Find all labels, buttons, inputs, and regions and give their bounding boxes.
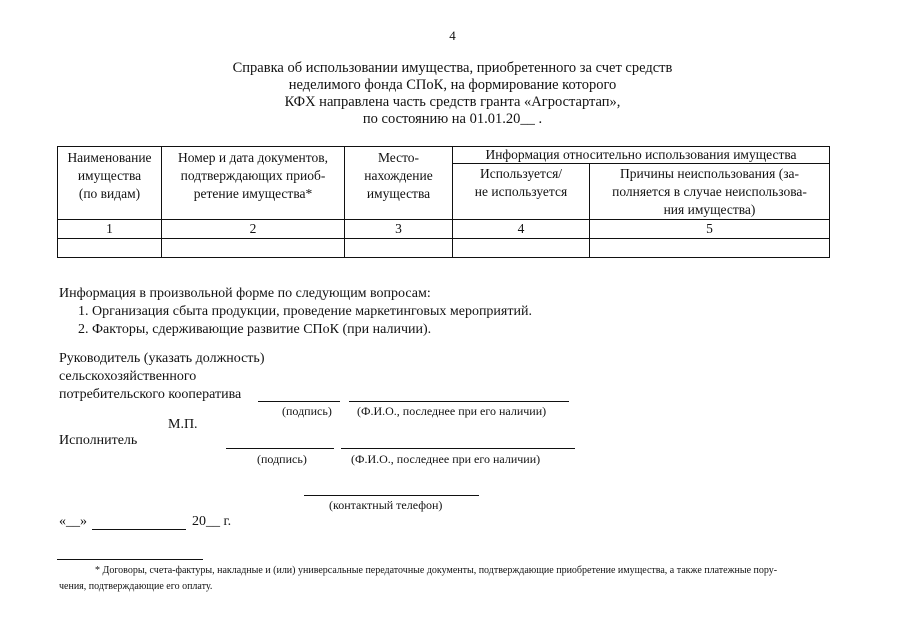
empty-cell xyxy=(590,239,830,258)
empty-cell xyxy=(453,239,590,258)
empty-cell xyxy=(162,239,345,258)
column-number-3: 3 xyxy=(345,220,453,239)
empty-cell xyxy=(345,239,453,258)
date-year: 20__ г. xyxy=(192,514,232,529)
phone-caption: (контактный телефон) xyxy=(329,498,443,512)
page-number: 4 xyxy=(449,28,456,43)
executor-signature-line xyxy=(226,448,334,449)
document-title-line-4: по состоянию на 01.01.20__ . xyxy=(362,111,543,127)
executor-fio-caption: (Ф.И.О., последнее при его наличии) xyxy=(351,452,541,466)
executor-label: Исполнитель xyxy=(59,433,138,448)
footnote-line-2: чения, подтверждающие его оплату. xyxy=(59,581,213,592)
stamp-placeholder: М.П. xyxy=(168,417,198,432)
table-row xyxy=(58,239,830,258)
column-number-2: 2 xyxy=(162,220,345,239)
header-reasons: Причины неиспользования (за- полняется в случае неиспользова- ния имущества) xyxy=(590,164,830,220)
empty-cell xyxy=(58,239,162,258)
info-item-1: 1. Организация сбыта продукции, проведение маркетинговых мероприятий. xyxy=(78,304,532,319)
document-title-line-2: неделимого фонда СПоК, на формирование которого xyxy=(288,77,617,93)
property-usage-table xyxy=(57,146,830,258)
info-item-2: 2. Факторы, сдерживающие развитие СПоК (при наличии). xyxy=(78,322,432,337)
column-number-5: 5 xyxy=(590,220,830,239)
executor-signature-caption: (подпись) xyxy=(257,452,307,466)
phone-line xyxy=(304,495,479,496)
header-used: Используется/ не используется xyxy=(453,164,590,220)
head-fio-line xyxy=(349,401,569,402)
date-month-line xyxy=(92,529,186,530)
info-intro: Информация в произвольной форме по следующим вопросам: xyxy=(59,286,431,301)
header-location: Место- нахождение имущества xyxy=(345,147,453,220)
header-documents: Номер и дата документов, подтверждающих приоб- ретение имущества* xyxy=(162,147,345,220)
footnote-divider xyxy=(57,559,203,560)
head-signature-line xyxy=(258,401,340,402)
footnote-line-1: * Договоры, счета-фактуры, накладные и (или) универсальные передаточные документы, подтверждающие приобретение имущества, а также платежные пору- xyxy=(95,565,778,576)
document-title-line-1: Справка об использовании имущества, приобретенного за счет средств xyxy=(232,60,673,76)
head-signature-caption: (подпись) xyxy=(282,404,332,418)
document-title-line-3: КФХ направлена часть средств гранта «Агростартап», xyxy=(284,94,621,110)
header-usage-info: Информация относительно использования имущества xyxy=(453,147,830,164)
head-fio-caption: (Ф.И.О., последнее при его наличии) xyxy=(357,404,547,418)
head-position-line-3: потребительского кооператива xyxy=(59,387,242,402)
header-name: Наименование имущества (по видам) xyxy=(58,147,162,220)
head-position-line-2: сельскохозяйственного xyxy=(59,369,197,384)
head-position-line-1: Руководитель (указать должность) xyxy=(59,351,265,366)
column-number-1: 1 xyxy=(58,220,162,239)
executor-fio-line xyxy=(341,448,575,449)
column-number-4: 4 xyxy=(453,220,590,239)
date-day: «__» xyxy=(59,514,87,529)
